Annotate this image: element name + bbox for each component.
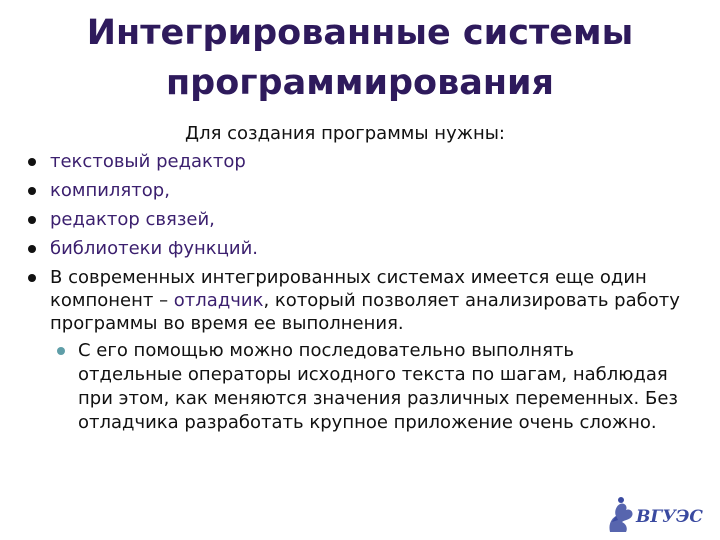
university-logo-icon: [604, 492, 703, 536]
bullet-list: [0, 150, 680, 441]
debugger-text-before: В современных интегрированных системах имеется еще один компонент –: [50, 267, 647, 311]
bullet-icon: [28, 216, 36, 224]
bullet-icon: [28, 245, 36, 253]
list-item: [0, 150, 680, 173]
list-item-text: компилятор,: [50, 180, 170, 201]
list-item: [0, 237, 680, 260]
sub-bullet-list: [50, 339, 680, 435]
list-item-text: текстовый редактор: [50, 151, 246, 172]
intro-text: Для создания программы нужны:: [185, 123, 505, 144]
list-item-text: библиотеки функций.: [50, 238, 259, 259]
bullet-icon: [28, 187, 36, 195]
debugger-term: отладчик: [173, 290, 264, 311]
sub-list-item: [50, 339, 680, 435]
list-item-debugger: [0, 266, 680, 435]
slide-title-line-1: Интегрированные системы: [86, 13, 634, 53]
slide-title: [40, 8, 680, 108]
sub-list-item-text: С его помощью можно последовательно выполнять отдельные операторы исходного текста по шагам, наблюдая при этом, как меняются значения различных переменных. Без отладчика разработать крупное приложение очень сложно.: [78, 340, 678, 433]
logo-text: ВГУЭС: [636, 507, 703, 527]
list-item: [0, 208, 680, 231]
slide-title-line-2: программирования: [165, 63, 555, 103]
list-item-text: редактор связей,: [50, 209, 215, 230]
debugger-text-after: , который позволяет анализировать работу программы во время ее выполнения.: [50, 290, 680, 334]
list-item: [0, 179, 680, 202]
bullet-icon: [28, 158, 36, 166]
sub-bullet-icon: [57, 347, 65, 355]
bullet-icon: [28, 274, 36, 282]
